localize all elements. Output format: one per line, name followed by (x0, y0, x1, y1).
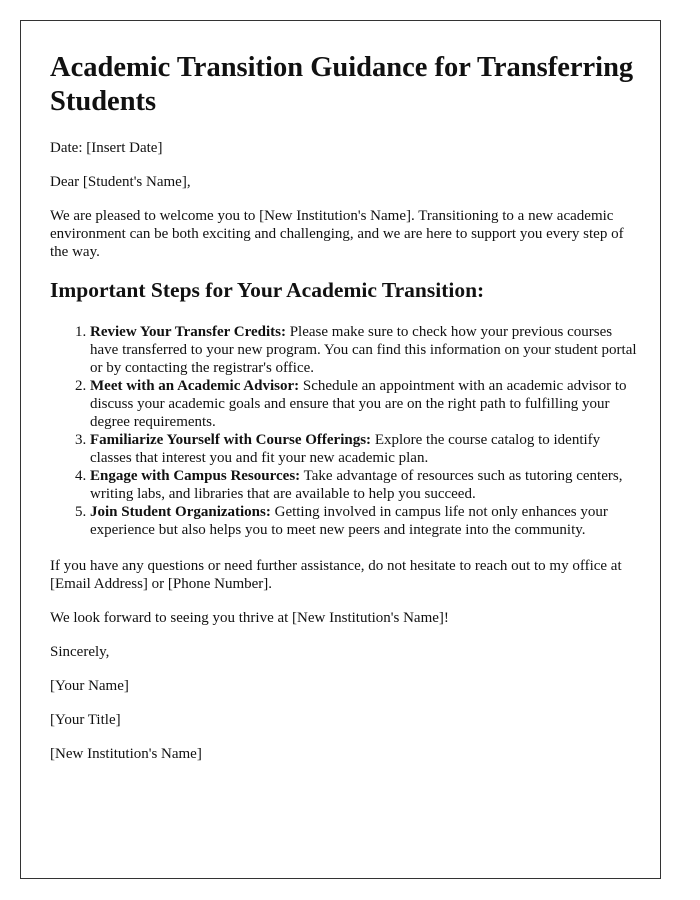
sender-title: [Your Title] (50, 712, 121, 728)
step-text: Take advantage of resources such as tutoring centers, writing labs, and libraries that are available to help you succeed. (90, 468, 623, 502)
step-item (90, 377, 640, 431)
questions-paragraph: If you have any questions or need further assistance, do not hesitate to reach out to my office at [Email Address] or [Phone Number]. (50, 558, 622, 592)
step-item (90, 503, 640, 539)
sender-name: [Your Name] (50, 678, 129, 694)
step-title: Familiarize Yourself with Course Offerings: (90, 432, 372, 448)
step-item (90, 323, 640, 377)
step-title: Join Student Organizations: (90, 504, 271, 520)
closing-line: We look forward to seeing you thrive at [New Institution's Name]! (50, 610, 449, 626)
step-text: Please make sure to check how your previous courses have transferred to your new program. You can find this information on your student portal or by contacting the registrar's office. (90, 324, 637, 376)
steps-heading: Important Steps for Your Academic Transition: (50, 278, 485, 302)
salutation: Dear [Student's Name], (50, 174, 191, 190)
step-title: Review Your Transfer Credits: (90, 324, 286, 340)
signoff: Sincerely, (50, 644, 110, 660)
letter-title: Academic Transition Guidance for Transferring Students (50, 52, 634, 117)
letter-content (50, 51, 640, 779)
sender-institution: [New Institution's Name] (50, 746, 202, 762)
steps-list (50, 323, 640, 539)
step-item (90, 431, 640, 467)
step-text: Schedule an appointment with an academic advisor to discuss your academic goals and ensure that you are on the right path to fulfilling your degree requirements. (90, 378, 627, 430)
step-text: Getting involved in campus life not only enhances your experience but also helps you to meet new peers and integrate into the community. (90, 504, 608, 538)
letter-page (20, 20, 661, 879)
step-item (90, 467, 640, 503)
date-line: Date: [Insert Date] (50, 140, 163, 156)
step-text: Explore the course catalog to identify classes that interest you and fit your new academic plan. (90, 432, 601, 466)
intro-paragraph: We are pleased to welcome you to [New Institution's Name]. Transitioning to a new academic environment can be both exciting and challenging, and we are here to support you every step of the way. (50, 208, 624, 260)
step-title: Meet with an Academic Advisor: (90, 378, 300, 394)
step-title: Engage with Campus Resources: (90, 468, 301, 484)
